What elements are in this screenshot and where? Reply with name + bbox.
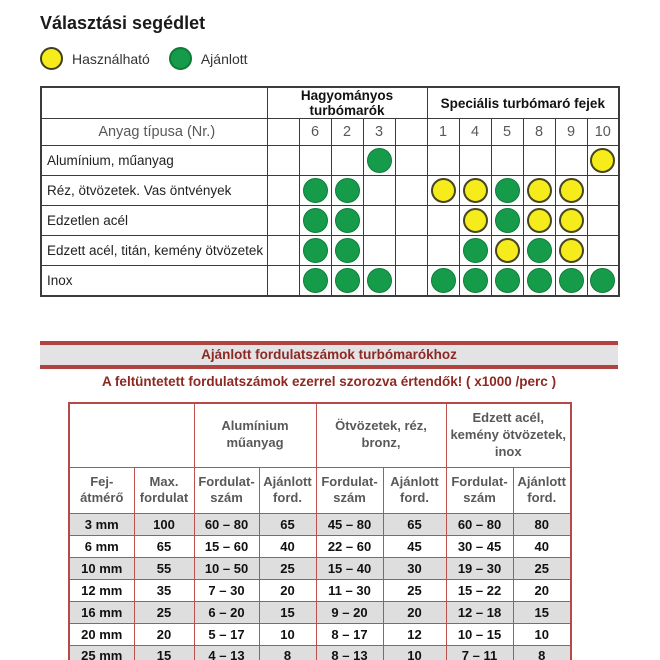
cell: 11 – 30 [316, 579, 383, 601]
rating-cell [555, 176, 587, 206]
recommended-dot-icon [169, 47, 192, 70]
speeds-table [68, 402, 572, 660]
rating-dot [590, 148, 615, 173]
cell: 25 [383, 579, 446, 601]
rating-dot [335, 208, 360, 233]
col-recommended: Ajánlott ford. [383, 467, 446, 513]
cell: 10 – 50 [194, 557, 259, 579]
cell: 6 mm [69, 535, 134, 557]
tool-col: 2 [331, 119, 363, 146]
rating-cell [331, 266, 363, 297]
rating-cell [523, 146, 555, 176]
rating-cell [299, 206, 331, 236]
speeds-column-header-row [69, 467, 571, 513]
material-label: Inox [41, 266, 267, 297]
legend [40, 47, 618, 70]
rating-cell [523, 266, 555, 297]
rating-cell [427, 266, 459, 297]
rating-dot [431, 268, 456, 293]
cell: 25 [134, 601, 194, 623]
cell: 65 [134, 535, 194, 557]
rating-dot [590, 268, 615, 293]
rating-dot [463, 208, 488, 233]
group-alloys: Ötvözetek, réz, bronz, [316, 403, 446, 467]
cell: 12 [383, 623, 446, 645]
rating-cell [491, 206, 523, 236]
cell: 35 [134, 579, 194, 601]
group-header-row [41, 87, 619, 119]
cell: 65 [383, 513, 446, 535]
rating-dot [559, 238, 584, 263]
cell: 15 [134, 645, 194, 660]
rating-cell [395, 236, 427, 266]
cell: 30 [383, 557, 446, 579]
usable-dot-icon [40, 47, 63, 70]
rating-cell [587, 176, 619, 206]
cell: 55 [134, 557, 194, 579]
cell: 80 [513, 513, 571, 535]
cell: 5 – 17 [194, 623, 259, 645]
material-label: Réz, ötvözetek. Vas öntvények [41, 176, 267, 206]
rating-cell [555, 266, 587, 297]
rating-cell [427, 176, 459, 206]
cell: 25 [259, 557, 316, 579]
speed-row-25mm [69, 645, 571, 660]
legend-item-usable [40, 47, 150, 70]
rating-dot [463, 238, 488, 263]
rating-dot [463, 178, 488, 203]
rating-cell [331, 206, 363, 236]
cell: 22 – 60 [316, 535, 383, 557]
col-max-speed: Max. fordulat [134, 467, 194, 513]
rating-cell [331, 236, 363, 266]
group-hardened: Edzett acél, kemény ötvözetek, inox [446, 403, 571, 467]
cell: 7 – 30 [194, 579, 259, 601]
cell: 8 [513, 645, 571, 660]
rating-cell [363, 176, 395, 206]
group-header-special: Speciális turbómaró fejek [427, 87, 619, 119]
material-label: Alumínium, műanyag [41, 146, 267, 176]
cell: 9 – 20 [316, 601, 383, 623]
speed-row-3mm [69, 513, 571, 535]
speeds-note: A feltüntetett fordulatszámok ezerrel szorozva értendők! ( x1000 /perc ) [101, 374, 557, 389]
cell: 12 – 18 [446, 601, 513, 623]
tool-col [267, 119, 299, 146]
cell: 8 – 13 [316, 645, 383, 660]
rating-cell [299, 146, 331, 176]
rating-dot [367, 148, 392, 173]
cell: 8 – 17 [316, 623, 383, 645]
cell: 30 – 45 [446, 535, 513, 557]
selection-matrix-table [40, 86, 620, 297]
rating-cell [395, 146, 427, 176]
usable-label: Használható [72, 50, 150, 67]
speeds-group-header-row [69, 403, 571, 467]
cell: 20 [513, 579, 571, 601]
page-title: Választási segédlet [40, 13, 206, 33]
group-aluminium: Alumínium műanyag [194, 403, 316, 467]
col-head-diameter: Fej-átmérő [69, 467, 134, 513]
rating-dot [303, 268, 328, 293]
speed-row-10mm [69, 557, 571, 579]
cell: 10 [259, 623, 316, 645]
rating-cell [491, 236, 523, 266]
rating-cell [363, 236, 395, 266]
cell: 20 [134, 623, 194, 645]
rating-cell [555, 206, 587, 236]
rating-cell [363, 266, 395, 297]
cell: 40 [513, 535, 571, 557]
cell: 10 mm [69, 557, 134, 579]
cell: 15 [259, 601, 316, 623]
rating-cell [331, 176, 363, 206]
speeds-corner-cell [69, 403, 194, 467]
cell: 25 [513, 557, 571, 579]
cell: 45 – 80 [316, 513, 383, 535]
rating-cell [299, 266, 331, 297]
cell: 25 mm [69, 645, 134, 660]
rating-dot [527, 178, 552, 203]
rating-dot [495, 268, 520, 293]
rating-cell [267, 266, 299, 297]
rating-cell [587, 236, 619, 266]
material-row-soft-steel [41, 206, 619, 236]
rating-dot [527, 238, 552, 263]
rating-dot [495, 238, 520, 263]
cell: 15 – 60 [194, 535, 259, 557]
cell: 12 mm [69, 579, 134, 601]
cell: 60 – 80 [194, 513, 259, 535]
cell: 45 [383, 535, 446, 557]
col-recommended: Ajánlott ford. [513, 467, 571, 513]
tool-col [395, 119, 427, 146]
rating-dot [559, 178, 584, 203]
rating-cell [459, 266, 491, 297]
cell: 10 – 15 [446, 623, 513, 645]
rating-cell [363, 206, 395, 236]
rating-dot [527, 208, 552, 233]
col-recommended: Ajánlott ford. [259, 467, 316, 513]
material-row-aluminium [41, 146, 619, 176]
rating-cell [491, 266, 523, 297]
col-speed-range: Fordulat-szám [194, 467, 259, 513]
recommended-label: Ajánlott [200, 50, 248, 67]
col-speed-range: Fordulat-szám [446, 467, 513, 513]
rating-cell [267, 176, 299, 206]
rating-cell [427, 146, 459, 176]
rating-cell [267, 206, 299, 236]
rating-cell [395, 176, 427, 206]
rating-dot [335, 268, 360, 293]
speeds-banner: Ajánlott fordulatszámok turbómarókhoz [40, 341, 618, 369]
tool-col: 4 [459, 119, 491, 146]
rating-dot [495, 208, 520, 233]
material-row-hard-steel [41, 236, 619, 266]
material-type-header: Anyag típusa (Nr.) [41, 119, 267, 146]
speed-row-6mm [69, 535, 571, 557]
material-label: Edzett acél, titán, kemény ötvözetek [41, 236, 267, 266]
col-speed-range: Fordulat-szám [316, 467, 383, 513]
rating-cell [523, 206, 555, 236]
tool-col: 8 [523, 119, 555, 146]
cell: 20 [383, 601, 446, 623]
cell: 100 [134, 513, 194, 535]
rating-dot [303, 208, 328, 233]
rating-cell [587, 146, 619, 176]
cell: 10 [383, 645, 446, 660]
tool-col: 9 [555, 119, 587, 146]
speed-row-12mm [69, 579, 571, 601]
cell: 15 – 22 [446, 579, 513, 601]
material-row-copper [41, 176, 619, 206]
rating-cell [267, 236, 299, 266]
rating-cell [395, 266, 427, 297]
rating-dot [463, 268, 488, 293]
cell: 4 – 13 [194, 645, 259, 660]
rating-cell [267, 146, 299, 176]
rating-dot [303, 178, 328, 203]
cell: 3 mm [69, 513, 134, 535]
rating-dot [335, 178, 360, 203]
tool-col: 5 [491, 119, 523, 146]
cell: 65 [259, 513, 316, 535]
rating-cell [523, 236, 555, 266]
rating-dot [367, 268, 392, 293]
rating-cell [587, 206, 619, 236]
rating-dot [527, 268, 552, 293]
cell: 16 mm [69, 601, 134, 623]
cell: 15 – 40 [316, 557, 383, 579]
rating-cell [299, 176, 331, 206]
speed-row-16mm [69, 601, 571, 623]
rating-cell [459, 206, 491, 236]
rating-dot [559, 208, 584, 233]
rating-cell [331, 146, 363, 176]
cell: 60 – 80 [446, 513, 513, 535]
cell: 40 [259, 535, 316, 557]
cell: 19 – 30 [446, 557, 513, 579]
cell: 8 [259, 645, 316, 660]
rating-cell [459, 236, 491, 266]
tool-number-row [41, 119, 619, 146]
rating-cell [587, 266, 619, 297]
tool-col: 3 [363, 119, 395, 146]
rating-cell [363, 146, 395, 176]
rating-dot [335, 238, 360, 263]
rating-cell [555, 146, 587, 176]
cell: 15 [513, 601, 571, 623]
rating-cell [491, 176, 523, 206]
speed-row-20mm [69, 623, 571, 645]
rating-dot [559, 268, 584, 293]
tool-col: 10 [587, 119, 619, 146]
cell: 20 [259, 579, 316, 601]
tool-col: 6 [299, 119, 331, 146]
tool-col: 1 [427, 119, 459, 146]
rating-cell [427, 206, 459, 236]
cell: 20 mm [69, 623, 134, 645]
cell: 7 – 11 [446, 645, 513, 660]
cell: 10 [513, 623, 571, 645]
material-row-inox [41, 266, 619, 297]
rating-cell [459, 146, 491, 176]
rating-cell [523, 176, 555, 206]
cell: 6 – 20 [194, 601, 259, 623]
rating-cell [459, 176, 491, 206]
rating-cell [491, 146, 523, 176]
legend-item-recommended [169, 47, 248, 70]
corner-cell [41, 87, 267, 119]
rating-dot [303, 238, 328, 263]
group-header-traditional: Hagyományos turbómarók [267, 87, 427, 119]
rating-cell [427, 236, 459, 266]
rating-dot [495, 178, 520, 203]
rating-cell [395, 206, 427, 236]
rating-cell [555, 236, 587, 266]
rating-dot [431, 178, 456, 203]
rating-cell [299, 236, 331, 266]
material-label: Edzetlen acél [41, 206, 267, 236]
